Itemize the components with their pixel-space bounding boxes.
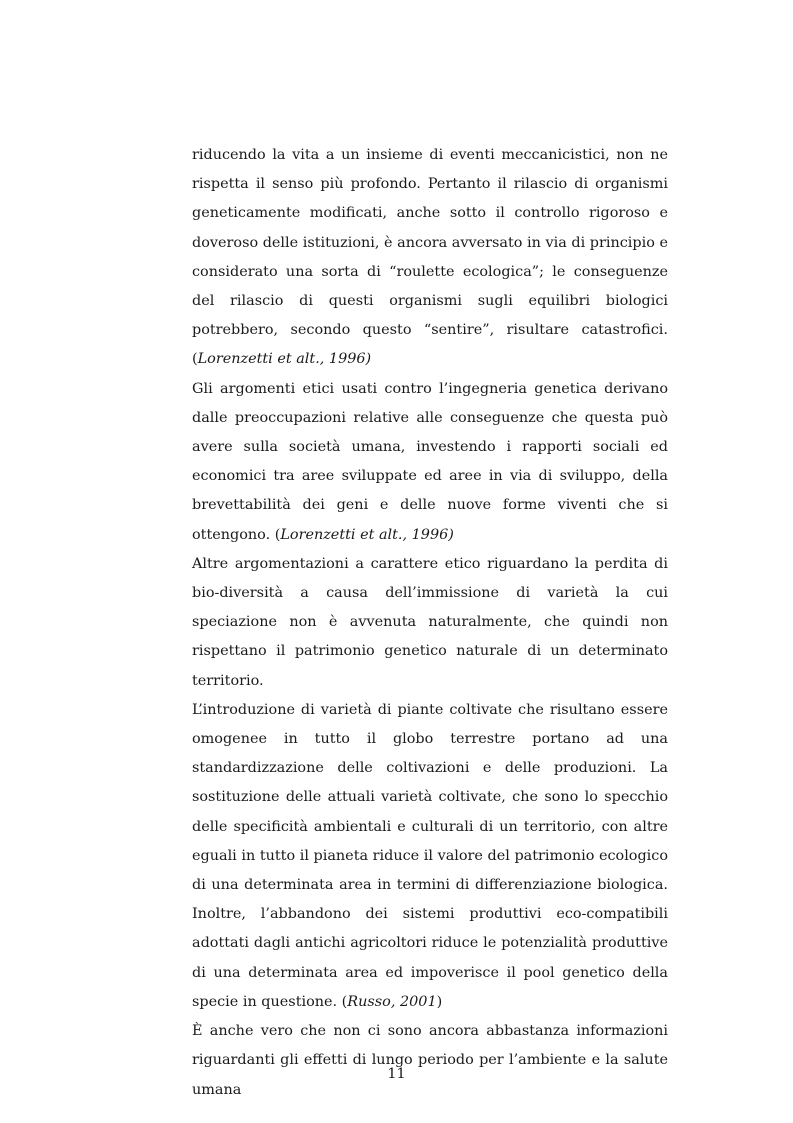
page-number: 11 xyxy=(387,1066,406,1082)
paragraph-1-text: riducendo la vita a un insieme di eventi meccanicistici, non ne rispetta il senso più profondo. Pertanto il rilascio di organismi geneticamente modificati, anche sotto il controllo rigoroso e doveroso delle istituzioni, è ancora avversato in via di principio e considerato una sorta di “roulette ecologica”; le conseguenze del rilascio di questi organismi sugli equilibri biologici potrebbero, secondo questo “sentire”, risultare catastrofici. ( xyxy=(192,147,668,368)
paragraph-5-text: È anche vero che non ci sono ancora abbastanza informazioni riguardanti gli effetti di lungo periodo per l’ambiente e la salute umana xyxy=(192,1023,668,1098)
paragraph-2-text: Gli argomenti etici usati contro l’ingegneria genetica derivano dalle preoccupazioni relative alle conseguenze che questa può avere sulla società umana, investendo i rapporti sociali ed economici tra aree sviluppate ed aree in via di sviluppo, della brevettabilità dei geni e delle nuove forme viventi che si ottengono. ( xyxy=(192,380,668,543)
paragraph-5 xyxy=(192,1017,668,1105)
paragraph-4 xyxy=(192,696,668,1017)
citation-lorenzetti-2: Lorenzetti et alt., 1996) xyxy=(280,526,454,543)
citation-russo: Russo, 2001 xyxy=(347,993,437,1010)
body-text xyxy=(192,141,668,1105)
paragraph-3-text: Altre argomentazioni a carattere etico riguardano la perdita di bio-diversità a causa dell’immissione di varietà la cui speciazione non è avvenuta naturalmente, che quindi non rispettano il patrimonio genetico naturale di un determinato territorio. xyxy=(192,555,668,689)
paragraph-2 xyxy=(192,375,668,550)
paragraph-3 xyxy=(192,550,668,696)
paragraph-4-text: L’introduzione di varietà di piante coltivate che risultano essere omogenee in tutto il globo terrestre portano ad una standardizzazione delle coltivazioni e delle produzioni. La sostituzione delle attuali varietà coltivate, che sono lo specchio delle specificità ambientali e culturali di un territorio, con altre eguali in tutto il pianeta riduce il valore del patrimonio ecologico di una determinata area in termini di differenziazione biologica. Inoltre, l’abbandono dei sistemi produttivi eco-compatibili adottati dagli antichi agricoltori riduce le potenzialità produttive di una determinata area ed impoverisce il pool genetico della specie in questione. ( xyxy=(192,701,668,1010)
paragraph-4-tail: ) xyxy=(436,993,443,1010)
citation-lorenzetti-1: Lorenzetti et alt., 1996) xyxy=(197,351,372,368)
paragraph-1 xyxy=(192,141,668,375)
